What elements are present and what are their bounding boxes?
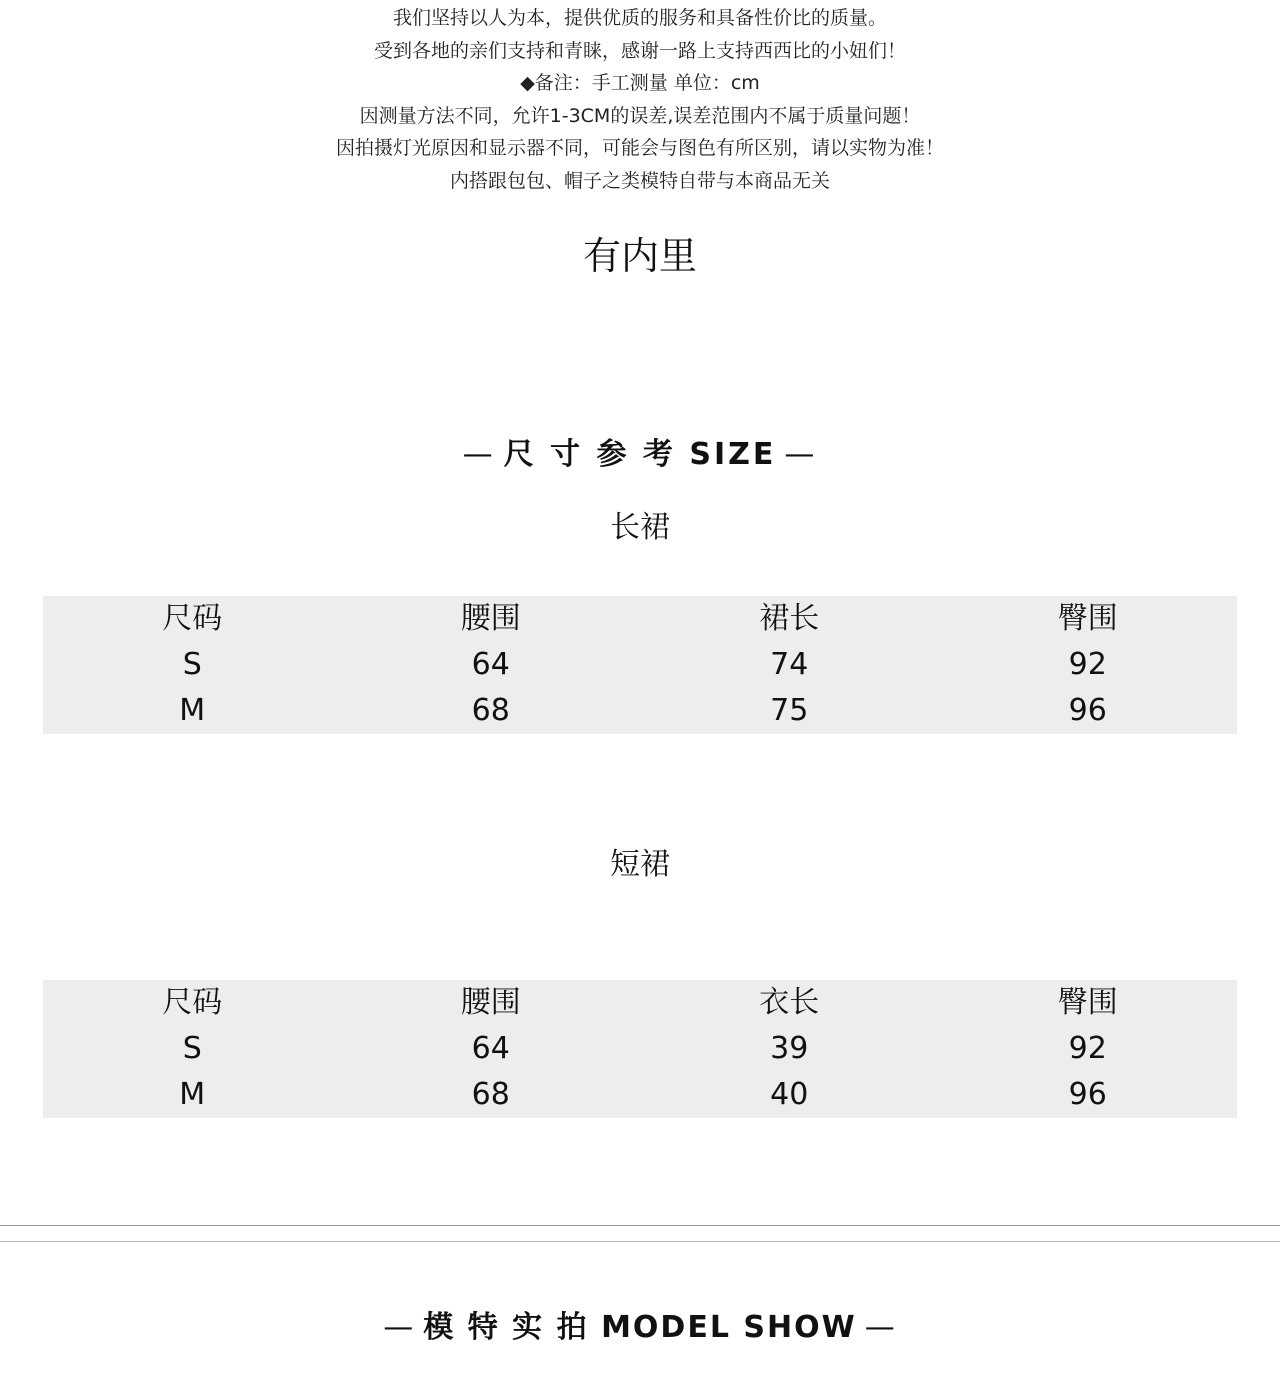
table-cell: 96 — [1068, 1077, 1107, 1112]
long-skirt-size-table — [43, 596, 1237, 734]
note-line: 因测量方法不同，允许1-3CM的误差,误差范围内不属于质量问题！ — [359, 104, 921, 127]
table-cell: 75 — [770, 693, 809, 728]
model-section-title — [0, 1308, 1280, 1348]
model-section-heading: 模 特 实 拍 MODEL SHOW — [423, 1310, 857, 1345]
table-cell: S — [182, 1031, 202, 1066]
table-header-row — [43, 596, 1237, 642]
header-cell-size: 尺码 — [162, 601, 223, 636]
title-dash-right: — — [864, 1310, 897, 1345]
title-dash-left: — — [383, 1310, 416, 1345]
long-skirt-title: 长裙 — [610, 510, 670, 545]
table-cell: 92 — [1068, 647, 1107, 682]
table-row — [43, 642, 1237, 688]
note-line: 受到各地的亲们支持和青睐，感谢一路上支持西西比的小妞们！ — [373, 39, 906, 62]
table-cell: 74 — [770, 647, 809, 682]
note-line: 因拍摄灯光原因和显示器不同，可能会与图色有所区别，请以实物为准！ — [335, 137, 944, 160]
divider-line — [0, 1225, 1280, 1226]
table-cell: 39 — [770, 1031, 809, 1066]
short-skirt-title: 短裙 — [610, 847, 670, 882]
table-header-row — [43, 980, 1237, 1026]
header-cell-hip: 臀围 — [1057, 601, 1118, 636]
table-cell: 40 — [770, 1077, 809, 1112]
title-dash-right: — — [784, 437, 818, 472]
table-cell: S — [182, 647, 202, 682]
note-line: ◆备注：手工测量 单位：cm — [520, 72, 760, 95]
header-cell-waist: 腰围 — [460, 985, 521, 1020]
table-cell: M — [179, 1077, 206, 1112]
header-cell-length: 衣长 — [759, 985, 820, 1020]
header-cell-waist: 腰围 — [460, 601, 521, 636]
table-cell: 68 — [471, 693, 510, 728]
table-cell: 68 — [471, 1077, 510, 1112]
header-cell-length: 裙长 — [759, 601, 820, 636]
short-skirt-size-table — [43, 980, 1237, 1118]
table-cell: M — [179, 693, 206, 728]
divider-line — [0, 1241, 1280, 1242]
header-cell-hip: 臀围 — [1057, 985, 1118, 1020]
table-cell: 92 — [1068, 1031, 1107, 1066]
table-row — [43, 688, 1237, 734]
table-row — [43, 1072, 1237, 1118]
note-line: 内搭跟包包、帽子之类模特自带与本商品无关 — [449, 169, 830, 192]
note-line: 我们坚持以人为本，提供优质的服务和具备性价比的质量。 — [392, 7, 887, 29]
table-cell: 96 — [1068, 693, 1107, 728]
notes-block — [0, 2, 1280, 198]
table-cell: 64 — [471, 1031, 510, 1066]
header-cell-size: 尺码 — [162, 985, 223, 1020]
size-section-heading: 尺 寸 参 考 SIZE — [503, 437, 777, 472]
table-row — [43, 1026, 1237, 1072]
title-dash-left: — — [462, 437, 496, 472]
lining-label: 有内里 — [582, 234, 697, 278]
table-cell: 64 — [471, 647, 510, 682]
size-section-title — [0, 435, 1280, 475]
